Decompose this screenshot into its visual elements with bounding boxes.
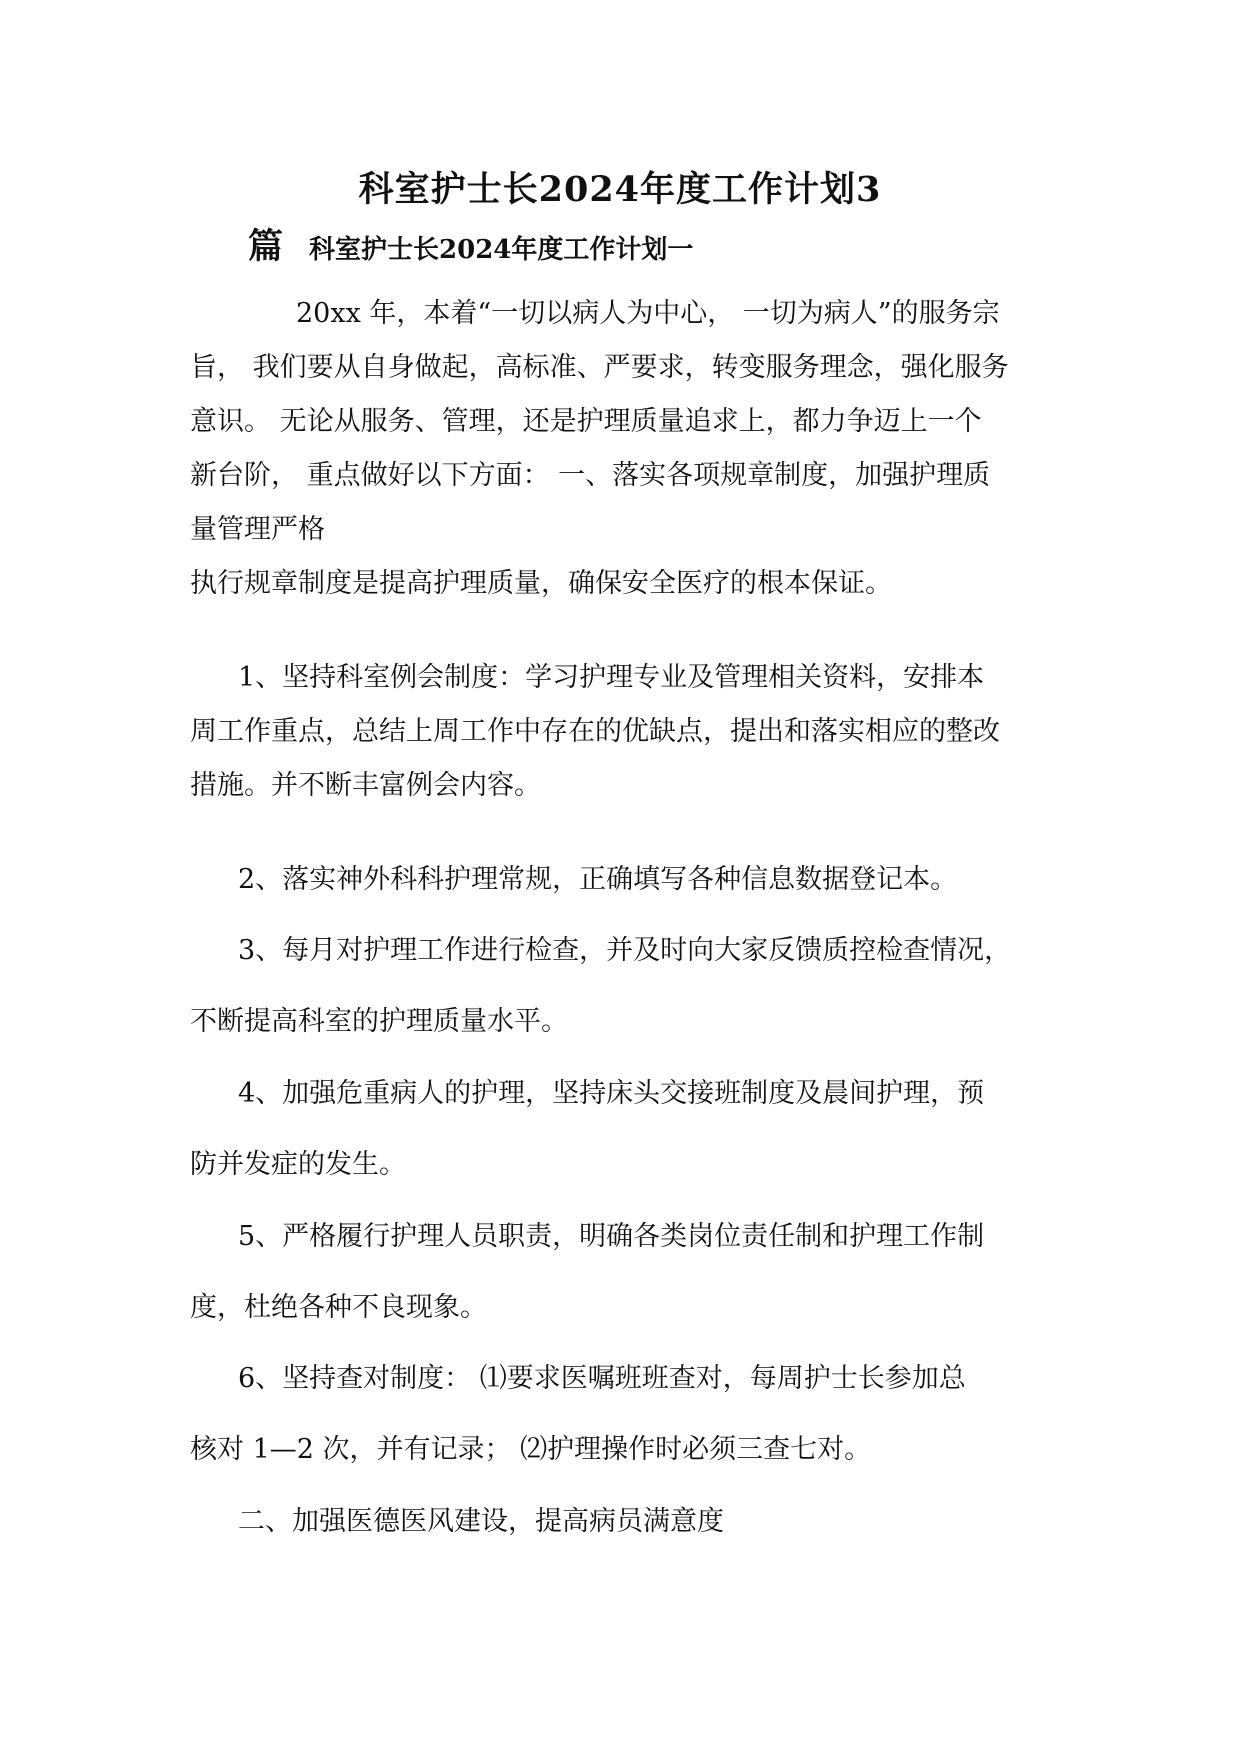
section-prefix: 篇 [248, 226, 284, 267]
body-line: 意识。 无论从服务、管理，还是护理质量追求上，都力争迈上一个 [190, 406, 982, 437]
body-line: 2、落实神外科科护理常规，正确填写各种信息数据登记本。 [238, 864, 958, 895]
body-line: 量管理严格 [190, 514, 325, 545]
body-line: 不断提高科室的护理质量水平。 [190, 1006, 568, 1037]
body-line: 4、加强危重病人的护理，坚持床头交接班制度及晨间护理，预 [238, 1078, 985, 1109]
body-line: 度，杜绝各种不良现象。 [190, 1292, 487, 1323]
section-title: 科室护士长2024年度工作计划一 [309, 235, 694, 265]
body-line: 1、坚持科室例会制度：学习护理专业及管理相关资料，安排本 [238, 662, 985, 693]
body-line: 新台阶， 重点做好以下方面： 一、落实各项规章制度，加强护理质 [190, 460, 991, 491]
document-title: 科室护士长2024年度工作计划3 [358, 169, 882, 210]
body-line: 二、加强医德医风建设，提高病员满意度 [238, 1506, 724, 1537]
body-line: 20xx 年，本着“一切以病人为中心， 一切为病人”的服务宗 [296, 298, 1000, 329]
body-line: 5、严格履行护理人员职责，明确各类岗位责任制和护理工作制 [238, 1221, 985, 1252]
body-line: 执行规章制度是提高护理质量，确保安全医疗的根本保证。 [190, 568, 892, 599]
body-line: 6、坚持查对制度： ⑴要求医嘱班班查对，每周护士长参加总 [238, 1363, 966, 1394]
body-line: 周工作重点，总结上周工作中存在的优缺点，提出和落实相应的整改 [190, 716, 1000, 747]
section-heading [248, 219, 693, 269]
body-line: 措施。并不断丰富例会内容。 [190, 770, 541, 801]
body-line: 旨， 我们要从自身做起，高标准、严要求，转变服务理念，强化服务 [190, 352, 1009, 383]
body-line: 3、每月对护理工作进行检查，并及时向大家反馈质控检查情况， [238, 935, 1012, 966]
body-line: 核对 1—2 次，并有记录； ⑵护理操作时必须三查七对。 [190, 1434, 872, 1465]
body-line: 防并发症的发生。 [190, 1149, 406, 1180]
